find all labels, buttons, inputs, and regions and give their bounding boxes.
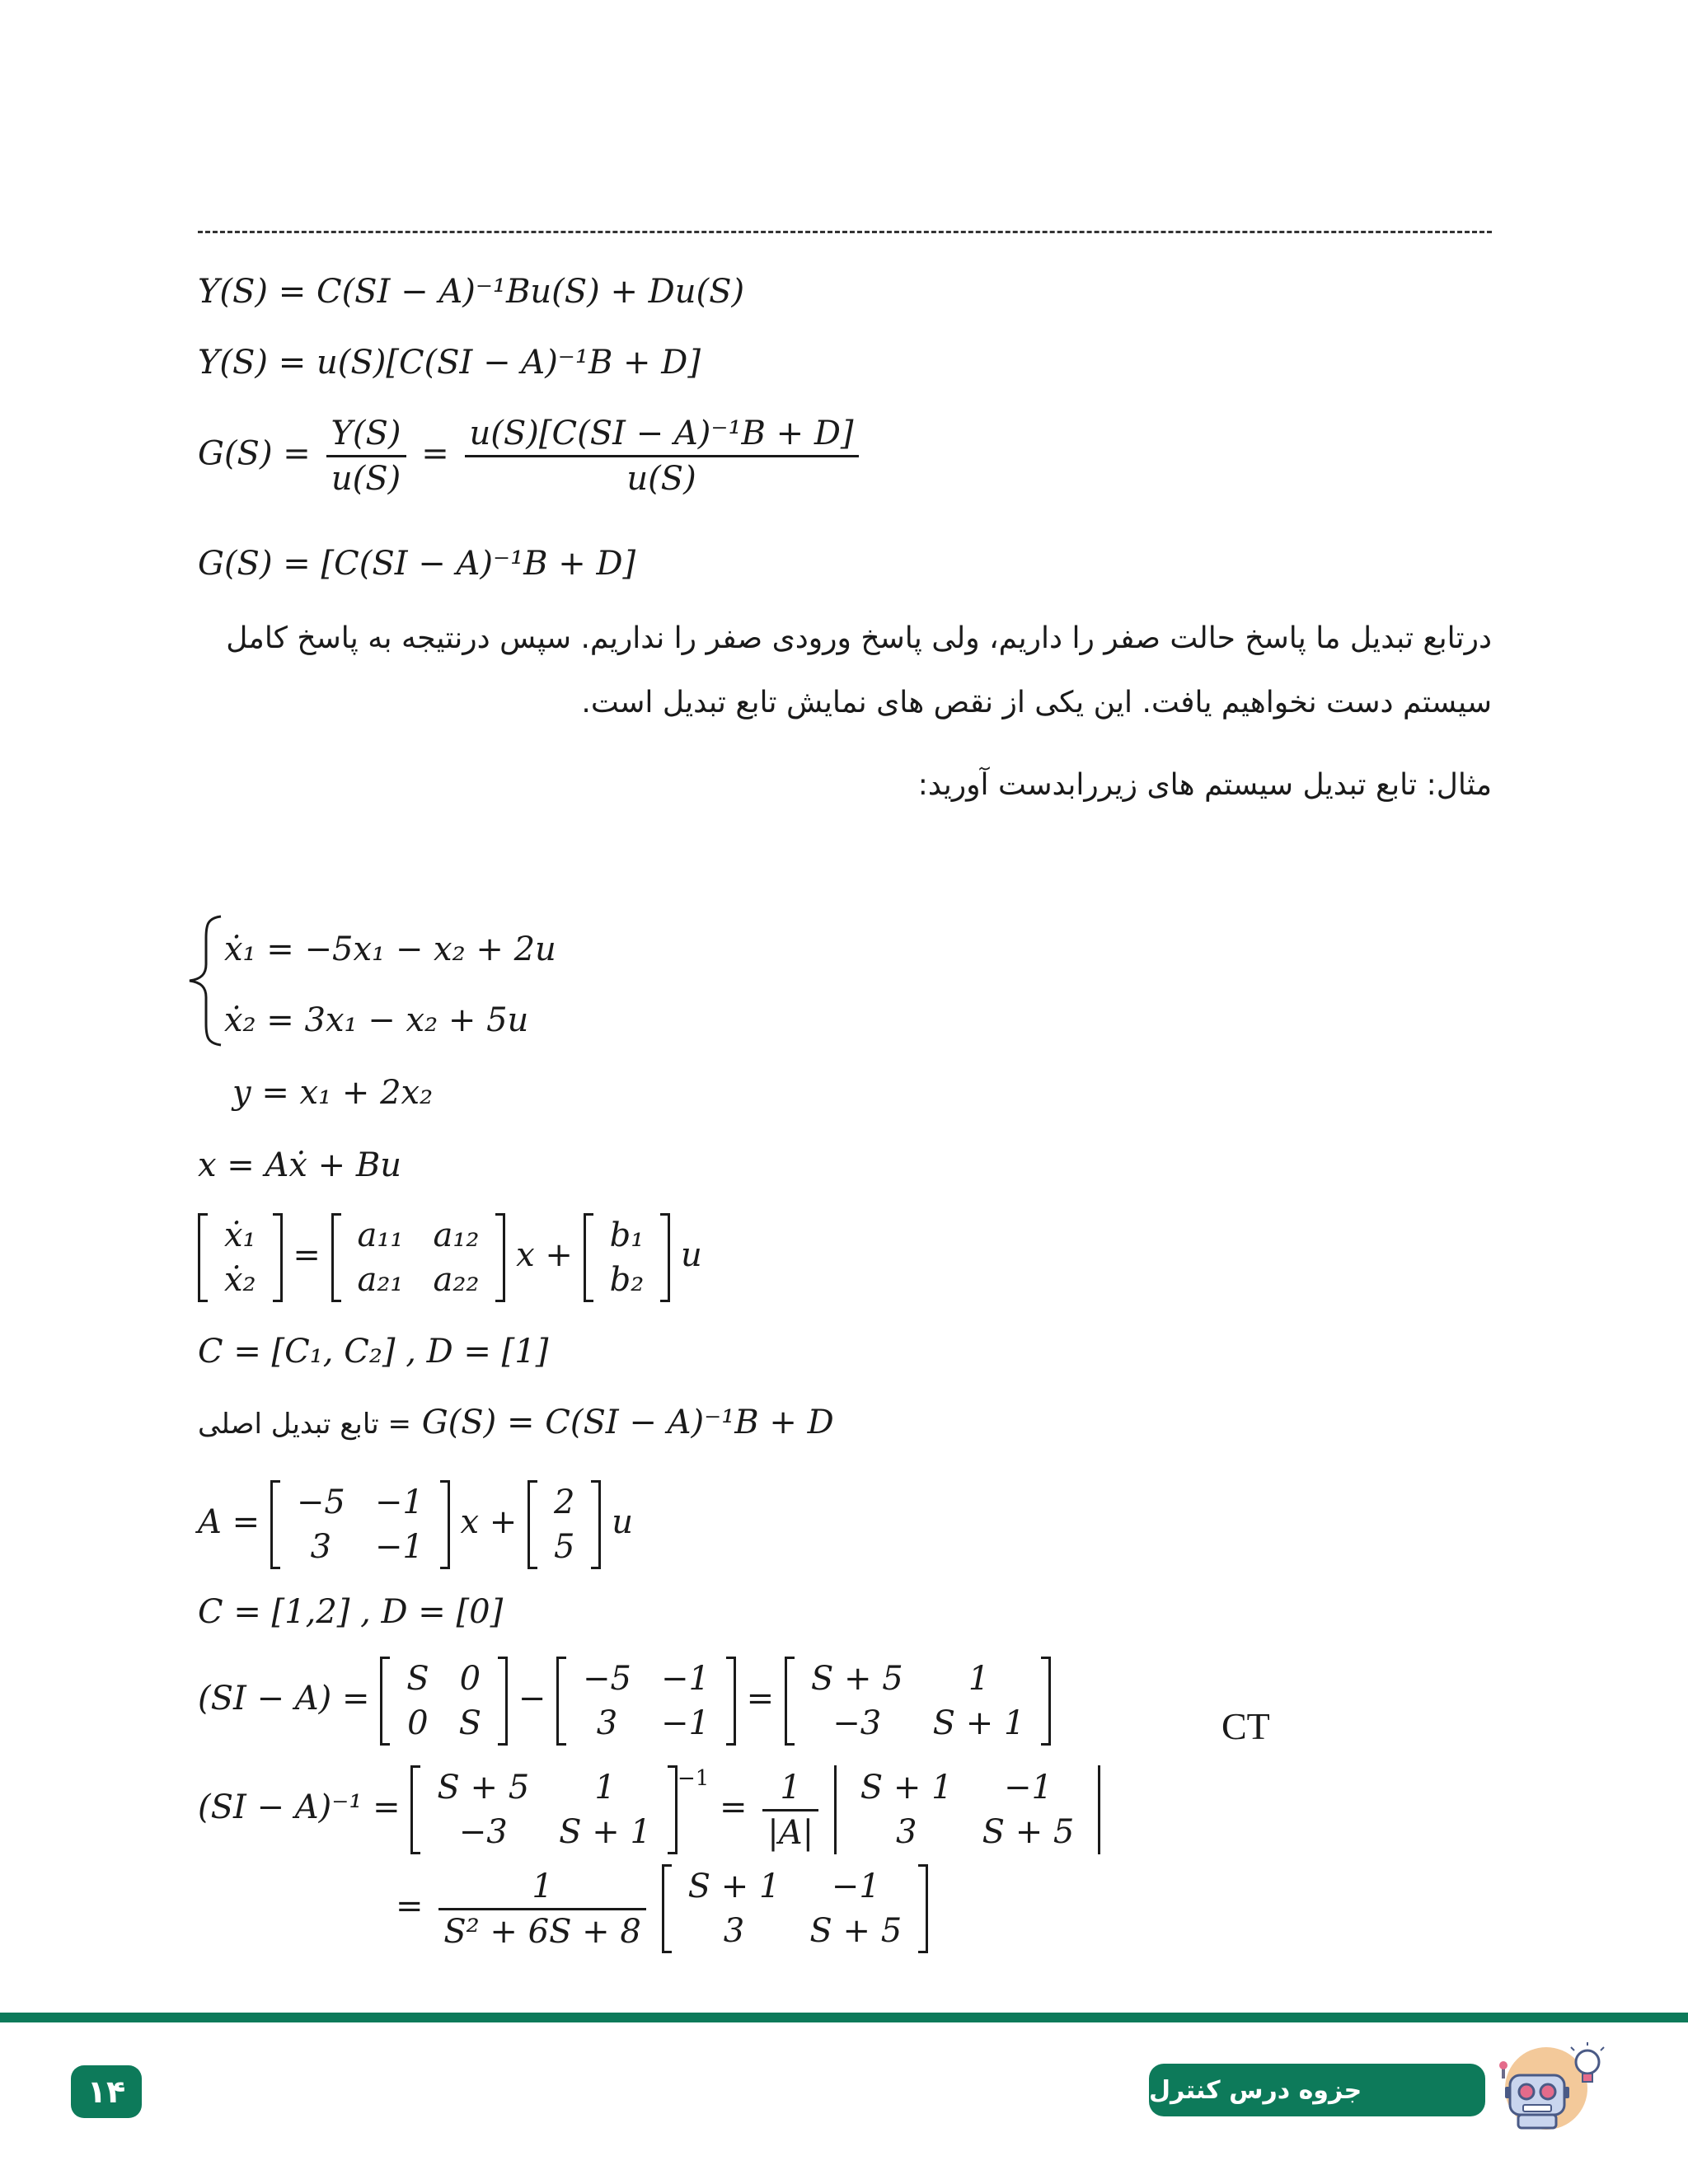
footer-rule bbox=[0, 2013, 1688, 2022]
transfer-function-definition: تابع تبدیل اصلی = G(S) = C(SI − A)⁻¹B + D bbox=[198, 1404, 834, 1441]
numeric-c-d-matrices: C = [1,2] , D = [0] bbox=[198, 1593, 504, 1631]
equation-transfer-function: G(S) = [C(SI − A)⁻¹B + D] bbox=[198, 545, 636, 583]
fraction-expanded: $\frac{\text{u(S)[C(SI − A)⁻¹B + D]}}{u(S)}$ bbox=[465, 417, 859, 495]
equation-output-factored: Y(S) = u(S)[C(SI − A)⁻¹B + D] bbox=[198, 344, 701, 382]
inverse-result-equation: = $\frac{1}{\text{S² + 6S + 8}}$ S + 1 −1 3 S + 5 bbox=[396, 1864, 928, 1953]
state-equation-1: ẋ₁ = −5x₁ − x₂ + 2u bbox=[224, 930, 556, 968]
general-state-matrix-equation: ẋ₁ ẋ₂ = a₁₁ a₁₂ a₂₁ a₂₂ x + b₁ b₂ u bbox=[198, 1213, 702, 1302]
general-b-vector: b₁ b₂ bbox=[584, 1213, 671, 1302]
general-a-matrix: a₁₁ a₁₂ a₂₁ a₂₂ bbox=[331, 1213, 506, 1302]
si-minus-a-result-matrix: S + 5 1 −3 S + 1 bbox=[785, 1657, 1052, 1746]
paragraph-explanation: درتابع تبدیل ما پاسخ حالت صفر را داریم، ولی پاسخ ورودی صفر را نداریم. سپس درنتیجه به پاسخ کامل سیستم دست نخواهیم یافت. این یکی از نقص های نمایش تابع تبدیل است. bbox=[226, 621, 1492, 719]
si-minus-a-equation: (SI − A) = S 0 0 S − −5 −1 3 −1 = S + 5 1 −3 S + 1 bbox=[198, 1657, 1051, 1746]
general-c-d-matrices: C = [C₁, C₂] , D = [1] bbox=[198, 1333, 549, 1371]
adjugate-result-matrix: S + 1 −1 3 S + 5 bbox=[662, 1864, 929, 1953]
equation-lhs: G(S) = bbox=[198, 434, 311, 473]
fraction-one-over-det: $\frac{1}{|A|}$ bbox=[762, 1771, 818, 1849]
numeric-a-matrix: −5 −1 3 −1 bbox=[270, 1480, 450, 1569]
adjugate-matrix: S + 1 −1 3 S + 5 bbox=[834, 1765, 1101, 1854]
example-heading: مثال: تابع تبدیل سیستم های زیررابدست آورید: bbox=[917, 768, 1492, 802]
inverse-equation: (SI − A)⁻¹ = S + 5 1 −3 S + 1 $^{-1}$ = $\frac{1}{|A|}$ S + 1 −1 3 S + 5 bbox=[198, 1765, 1100, 1854]
numeric-a-equation: A = −5 −1 3 −1 x + 2 5 u bbox=[198, 1480, 633, 1569]
output-equation: y = x₁ + 2x₂ bbox=[232, 1074, 434, 1112]
equation-transfer-ratio: G(S) = $\frac{Y(S)}{u(S)}$ = $\frac{\text{u(S)[C(SI − A)⁻¹B + D]}}{u(S)}$ bbox=[198, 417, 864, 495]
inverse-exponent: −1 bbox=[677, 1766, 710, 1791]
dashed-separator bbox=[198, 231, 1492, 233]
state-equation-2: ẋ₂ = 3x₁ − x₂ + 5u bbox=[224, 1001, 529, 1039]
booklet-title-badge: جزوه درس کنترل bbox=[1149, 2064, 1485, 2116]
numeric-b-vector: 2 5 bbox=[528, 1480, 601, 1569]
equation-output: Y(S) = C(SI − A)⁻¹Bu(S) + Du(S) bbox=[198, 273, 745, 311]
si-matrix: S 0 0 S bbox=[380, 1657, 508, 1746]
fraction-ys-us: $\frac{Y(S)}{u(S)}$ bbox=[326, 417, 406, 495]
robot-lightbulb-icon bbox=[1498, 2042, 1606, 2135]
page-number-badge: ۱۴ bbox=[71, 2065, 142, 2118]
inverse-source-matrix: S + 5 1 −3 S + 1 bbox=[410, 1765, 678, 1854]
a-matrix: −5 −1 3 −1 bbox=[556, 1657, 736, 1746]
state-space-form: x = Aẋ + Bu bbox=[198, 1146, 402, 1184]
transfer-function-label: تابع تبدیل اصلی = bbox=[198, 1408, 411, 1441]
ct-annotation: CT bbox=[1221, 1705, 1270, 1747]
fraction-one-over-characteristic: $\frac{1}{\text{S² + 6S + 8}}$ bbox=[438, 1870, 646, 1948]
state-derivative-vector: ẋ₁ ẋ₂ bbox=[198, 1213, 283, 1302]
